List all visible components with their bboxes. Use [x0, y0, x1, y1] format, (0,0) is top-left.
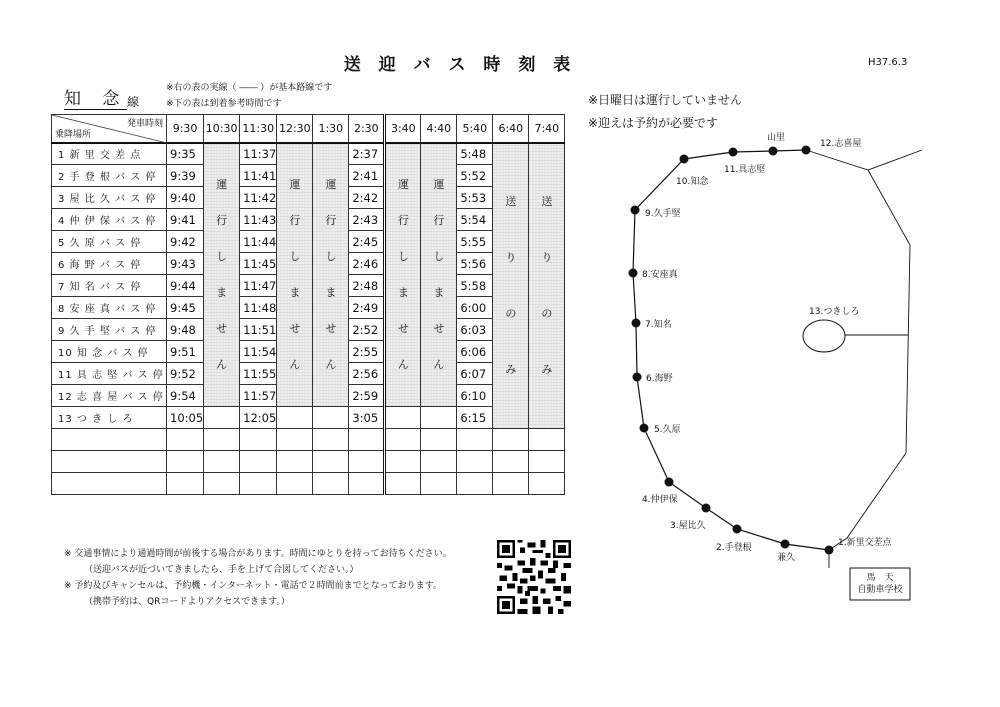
stop-name: 11 具 志 堅 バ ス 停 — [52, 363, 167, 385]
time-cell: 12:05 — [240, 407, 277, 429]
map-stop-label: 2.手登根 — [716, 543, 752, 553]
empty-cell — [421, 407, 457, 429]
time-cell: 6:15 — [457, 407, 493, 429]
stop-dot — [629, 269, 638, 278]
footer-note-4: （携帯予約は、QRコードよりアクセスできます。） — [84, 597, 290, 607]
time-cell: 9:42 — [167, 231, 204, 253]
map-stop-label: 5.久原 — [654, 425, 681, 435]
footer-note-2: （送迎バスが近づいてきましたら、手を上げて合図してください。） — [84, 565, 359, 575]
map-stop-label: 4.仲伊保 — [642, 495, 678, 505]
time-cell: 3:05 — [349, 407, 385, 429]
time-cell: 5:58 — [457, 275, 493, 297]
map-stop-label: 12.志喜屋 — [820, 139, 862, 149]
stop-dot — [802, 146, 811, 155]
time-cell: 6:00 — [457, 297, 493, 319]
not-running-1030: 運 行 し ま せ ん — [204, 143, 240, 407]
sunday-note: ※日曜日は運行していません — [588, 93, 743, 107]
time-cell: 6:10 — [457, 385, 493, 407]
time-cell: 9:44 — [167, 275, 204, 297]
map-stop-label: 6.海野 — [646, 374, 673, 384]
map-stop-label: 13.つきしろ — [809, 307, 860, 317]
map-stop-label: 山里 — [767, 133, 786, 143]
time-cell: 9:51 — [167, 341, 204, 363]
time-cell: 9:45 — [167, 297, 204, 319]
time-cell: 6:07 — [457, 363, 493, 385]
stop-dot — [633, 373, 642, 382]
map-stop-label: 11.具志堅 — [724, 165, 766, 175]
map-stop-label: 10.知念 — [676, 177, 709, 187]
table-row — [52, 143, 565, 165]
stop-name: 7 知 名 バ ス 停 — [52, 275, 167, 297]
tsukishiro-marker — [803, 320, 845, 352]
time-header: 2:30 — [349, 115, 385, 143]
time-header: 10:30 — [204, 115, 240, 143]
not-running-130: 運 行 し ま せ ん — [313, 143, 349, 407]
time-cell: 6:06 — [457, 341, 493, 363]
not-running-1230: 運 行 し ま せ ん — [277, 143, 313, 407]
time-cell: 5:48 — [457, 143, 493, 165]
stop-dot — [632, 319, 641, 328]
time-header: 12:30 — [277, 115, 313, 143]
stop-dot — [680, 155, 689, 164]
stop-dot — [825, 546, 834, 555]
stop-name: 2 手 登 根 バ ス 停 — [52, 165, 167, 187]
date-label: H37.6.3 — [868, 57, 908, 68]
time-cell: 2:55 — [349, 341, 385, 363]
page-title: 送 迎 バ ス 時 刻 表 — [343, 55, 577, 75]
time-cell: 2:43 — [349, 209, 385, 231]
time-cell: 11:55 — [240, 363, 277, 385]
empty-cell — [385, 407, 421, 429]
map-stop-label: 7.知名 — [645, 320, 672, 330]
stop-dot — [640, 424, 649, 433]
stop-name: 12 志 喜 屋 バ ス 停 — [52, 385, 167, 407]
time-cell: 9:35 — [167, 143, 204, 165]
route-note-2: ※下の表は到着参考時間です — [166, 99, 282, 109]
stop-name: 8 安 座 真 バ ス 停 — [52, 297, 167, 319]
not-running-340: 運 行 し ま せ ん — [385, 143, 421, 407]
map-stop-label: 8.安座真 — [642, 270, 678, 280]
time-header: 7:40 — [529, 115, 565, 143]
stop-name: 13 つ き し ろ — [52, 407, 167, 429]
time-cell: 9:54 — [167, 385, 204, 407]
route-note-1: ※右の表の実線（ ―― ）が基本路線です — [166, 83, 333, 93]
stop-name: 1 新 里 交 差 点 — [52, 143, 167, 165]
time-cell: 11:42 — [240, 187, 277, 209]
time-cell: 2:37 — [349, 143, 385, 165]
time-cell: 5:53 — [457, 187, 493, 209]
empty-cell — [277, 407, 313, 429]
departure-time-label: 発車時刻 — [126, 119, 163, 129]
time-cell: 2:42 — [349, 187, 385, 209]
time-cell: 11:45 — [240, 253, 277, 275]
map-stop-label: 兼久 — [777, 553, 796, 563]
map-stop-label: 1.新里交差点 — [838, 538, 892, 548]
time-cell: 2:59 — [349, 385, 385, 407]
map-stop-label: 3.屋比久 — [670, 521, 706, 531]
time-cell: 9:48 — [167, 319, 204, 341]
time-cell: 2:49 — [349, 297, 385, 319]
time-header: 1:30 — [313, 115, 349, 143]
header-corner — [52, 115, 167, 143]
reservation-note: ※迎えは予約が必要です — [588, 116, 719, 130]
stop-dot — [665, 478, 674, 487]
time-cell: 2:52 — [349, 319, 385, 341]
header-row — [52, 115, 565, 143]
time-cell: 11:43 — [240, 209, 277, 231]
timetable — [51, 114, 565, 495]
time-cell: 2:45 — [349, 231, 385, 253]
time-cell: 11:41 — [240, 165, 277, 187]
time-cell: 9:52 — [167, 363, 204, 385]
map-stop-label: 9.久手堅 — [645, 209, 681, 219]
time-cell: 9:39 — [167, 165, 204, 187]
stop-dot — [729, 148, 738, 157]
empty-row — [52, 451, 565, 473]
time-cell: 5:54 — [457, 209, 493, 231]
stop-name: 6 海 野 バ ス 停 — [52, 253, 167, 275]
stop-name: 4 仲 伊 保 バ ス 停 — [52, 209, 167, 231]
stop-dot — [733, 525, 742, 534]
time-cell: 9:43 — [167, 253, 204, 275]
time-cell: 2:41 — [349, 165, 385, 187]
dropoff-only-740: 送 り の み — [529, 143, 565, 429]
stop-dot — [631, 206, 640, 215]
qr-code-icon[interactable] — [497, 540, 571, 614]
time-header: 4:40 — [421, 115, 457, 143]
time-cell: 11:48 — [240, 297, 277, 319]
route-suffix: 線 — [127, 95, 140, 109]
time-cell: 9:40 — [167, 187, 204, 209]
time-cell: 2:48 — [349, 275, 385, 297]
time-header: 11:30 — [240, 115, 277, 143]
time-header: 3:40 — [385, 115, 421, 143]
stop-dot — [781, 540, 790, 549]
time-cell: 5:55 — [457, 231, 493, 253]
time-cell: 6:03 — [457, 319, 493, 341]
time-cell: 11:47 — [240, 275, 277, 297]
time-cell: 5:52 — [457, 165, 493, 187]
footer-note-3: ※ 予約及びキャンセルは、予約機・インターネット・電話で２時間前までとなっております。 — [64, 581, 442, 591]
stop-dot — [702, 504, 711, 513]
empty-row — [52, 429, 565, 451]
time-cell: 2:56 — [349, 363, 385, 385]
stop-dot — [769, 147, 778, 156]
footer-note-1: ※ 交通事情により通過時間が前後する場合があります。時間にゆとりを持ってお待ちください。 — [64, 549, 452, 559]
time-header: 9:30 — [167, 115, 204, 143]
time-cell: 2:46 — [349, 253, 385, 275]
empty-cell — [313, 407, 349, 429]
school-label-1: 馬 天 — [866, 573, 894, 583]
empty-cell — [204, 407, 240, 429]
route-name: 知 念 — [64, 89, 128, 109]
empty-row — [52, 473, 565, 495]
time-cell: 5:56 — [457, 253, 493, 275]
dropoff-only-640: 送 り の み — [493, 143, 529, 429]
time-cell: 9:41 — [167, 209, 204, 231]
time-cell: 10:05 — [167, 407, 204, 429]
time-cell: 11:54 — [240, 341, 277, 363]
time-cell: 11:57 — [240, 385, 277, 407]
time-cell: 11:44 — [240, 231, 277, 253]
time-header: 5:40 — [457, 115, 493, 143]
time-header: 6:40 — [493, 115, 529, 143]
stop-name: 9 久 手 堅 バ ス 停 — [52, 319, 167, 341]
route-map — [600, 120, 940, 620]
table-row — [52, 407, 565, 429]
stop-name: 5 久 原 バ ス 停 — [52, 231, 167, 253]
stop-name: 10 知 念 バ ス 停 — [52, 341, 167, 363]
school-label-2: 自動車学校 — [857, 585, 903, 595]
stop-name: 3 屋 比 久 バ ス 停 — [52, 187, 167, 209]
time-cell: 11:51 — [240, 319, 277, 341]
not-running-440: 運 行 し ま せ ん — [421, 143, 457, 407]
stop-label: 乗降場所 — [55, 129, 92, 140]
time-cell: 11:37 — [240, 143, 277, 165]
